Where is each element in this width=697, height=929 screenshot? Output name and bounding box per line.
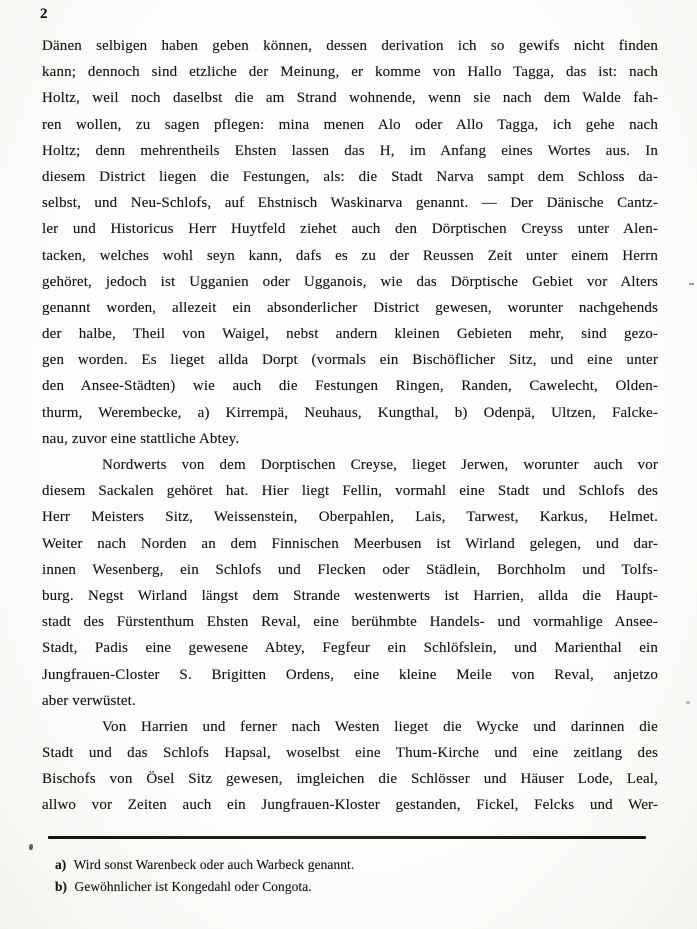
text-line: ren wollen, zu sagen pflegen: mina menen Alo oder Allo Tagga, ich gehe nach — [42, 116, 658, 133]
text-line: Holtz; denn mehrentheils Ehsten lassen das H, im Anfang eines Wortes aus. In — [42, 142, 658, 159]
footnote-item — [55, 854, 615, 876]
text-line: Herr Meisters Sitz, Weissenstein, Oberpahlen, Lais, Tarwest, Karkus, Helmet. — [42, 509, 658, 526]
text-line: diesem District liegen die Festungen, als: die Stadt Narva sampt dem Schloss da- — [42, 168, 658, 185]
scan-speck — [29, 844, 33, 850]
text-line: burg. Negst Wirland längst dem Strande westenwerts ist Harrien, allda die Haupt- — [42, 587, 658, 604]
footnote-label: b) — [55, 879, 68, 894]
text-line: gen worden. Es lieget allda Dorpt (vormals ein Bischöflicher Sitz, und eine unter — [42, 352, 658, 369]
text-line: Stadt, Padis eine gewesene Abtey, Fegfeur ein Schlöfslein, und Marienthal ein — [42, 640, 658, 657]
text-line: selbst, und Neu-Schlofs, auf Ehstnisch Waskinarva genannt. — Der Dänische Cantz- — [42, 195, 658, 212]
page-number: 2 — [40, 6, 48, 22]
scan-edge-mark — [689, 283, 694, 285]
footnote-divider — [48, 836, 646, 839]
footnote-text: Gewöhnlicher ist Kongedahl oder Congota. — [71, 879, 312, 894]
text-line: gehöret, jedoch ist Ugganien oder Ugganois, wie das Dörptische Gebiet vor Alters — [42, 273, 658, 290]
text-line: Holtz, weil noch daselbst die am Strand wohnende, wenn sie nach dem Walde fah- — [42, 90, 658, 107]
text-line: Nordwerts von dem Dorptischen Creyse, lieget Jerwen, worunter auch vor — [102, 457, 658, 473]
text-line: kann; dennoch sind etzliche der Meinung, er komme von Hallo Tagga, das ist: nach — [42, 64, 658, 81]
footnote-text: Wird sonst Warenbeck oder auch Warbeck genannt. — [70, 857, 355, 872]
text-line: Stadt und das Schlofs Hapsal, woselbst eine Thum-Kirche und eine zeitlang des — [42, 745, 658, 762]
text-line: aber verwüstet. — [42, 692, 136, 709]
text-line: innen Wesenberg, ein Schlofs und Flecken oder Städlein, Borchholm und Tolfs- — [42, 561, 658, 578]
text-line: nau, zuvor eine stattliche Abtey. — [42, 430, 240, 447]
text-line: Weiter nach Norden an dem Finnischen Meerbusen ist Wirland gelegen, und dar- — [42, 535, 658, 552]
paragraph — [42, 452, 658, 714]
paragraph — [42, 33, 658, 452]
text-line: stadt des Fürstenthum Ehsten Reval, eine berühmbte Handels- und vormahlige Ansee- — [42, 614, 658, 631]
body-paragraphs — [42, 33, 658, 819]
text-line: ler und Historicus Herr Huytfeld ziehet auch den Dörptischen Creyss unter Alen- — [42, 221, 658, 238]
footnotes-list — [55, 854, 615, 898]
text-line: genannt worden, allezeit ein absonderlicher District gewesen, worunter nachgehends — [42, 299, 658, 316]
text-line: den Ansee-Städten) wie auch die Festungen Ringen, Randen, Cawelecht, Olden- — [42, 378, 658, 395]
text-line: Jungfrauen-Closter S. Brigitten Ordens, eine kleine Meile von Reval, anjetzo — [42, 666, 658, 683]
text-line: der halbe, Theil von Waigel, nebst andern kleinen Gebieten mehr, sind gezo- — [42, 326, 658, 343]
paragraph — [42, 714, 658, 819]
text-line: Bischofs von Ösel Sitz gewesen, imgleichen die Schlösser und Häuser Lode, Leal, — [42, 771, 658, 788]
text-line: Von Harrien und ferner nach Westen lieget die Wycke und darinnen die — [102, 718, 658, 735]
scan-edge-mark — [686, 701, 690, 704]
footnote-label: a) — [55, 857, 67, 872]
text-line: tacken, welches wohl seyn kann, dafs es zu der Reussen Zeit unter einem Herrn — [42, 247, 658, 264]
text-line: allwo vor Zeiten auch ein Jungfrauen-Kloster gestanden, Fickel, Felcks und Wer- — [42, 797, 658, 814]
text-line: thurm, Werembecke, a) Kirrempä, Neuhaus, Kungthal, b) Odenpä, Ultzen, Falcke- — [42, 404, 658, 421]
text-line: diesem Sackalen gehöret hat. Hier liegt Fellin, vormahl eine Stadt und Schlofs des — [42, 483, 658, 500]
text-line: Dänen selbigen haben geben können, dessen derivation ich so gewifs nicht finden — [42, 38, 658, 54]
footnote-item — [55, 876, 615, 898]
